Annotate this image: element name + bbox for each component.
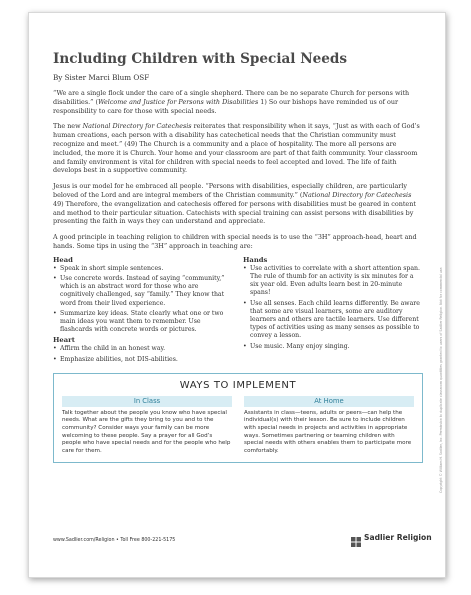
paragraph-text: Jesus is our model for he embraced all people. “Persons with disabilities, especially children, are particularly beloved of the Lord and are integral members of the Christian community.” ( <box>53 182 408 199</box>
paragraph-4 <box>53 233 423 251</box>
hands-heading: Hands <box>243 255 268 264</box>
worksheet-page <box>28 12 446 578</box>
ways-title: WAYS TO IMPLEMENT <box>179 379 297 391</box>
heart-list <box>53 345 233 363</box>
footer-contact: www.Sadlier.com/Religion • Toll Free 800-221-5175 <box>53 538 176 543</box>
at-home-text: Assistants in class—teens, adults or peers—can help the individual(s) with their lesson. Be sure to include children with special needs in projects and activities in appropriate ways. Sometimes partnering or teaming children with special needs with others enables them to participate more comfortably. <box>244 409 412 454</box>
paragraph-text: The new <box>53 122 83 131</box>
citation-title: National Directory for Catechesis <box>302 190 412 199</box>
cross-icon <box>351 532 361 542</box>
citation-title: Welcome and Justice for Persons with Disabilities <box>97 97 259 106</box>
hands-list <box>243 265 423 351</box>
list-item: • Use all senses. Each child learns differently. Be aware that some are visual learners, some are auditory learners and others are tactile learners. Use different types of activities using as many senses as possible to convey a lesson. <box>250 300 423 341</box>
paragraph-3 <box>53 182 423 226</box>
paragraph-text: reiterates that responsibility when it says, “Just as with each of God’s human creations, each person with a disability has catechetical needs that the Christian community must recognize and meet.” (49) The Church is a community and a place of hospitality. The more all persons are included, the more it is Church. Your home and your classroom are part of that faith community. Your classroom and family environment is vital for children with special needs to feel accepted and loved. The life of faith develops best in a supportive community. <box>53 122 420 175</box>
at-home-column <box>244 396 414 456</box>
paragraph-text: 1) So our bishops have reminded us of our responsibility to care for those with special needs. <box>53 97 399 115</box>
list-item: • Use concrete words. Instead of saying “community,” which is an abstract word for those who are cognitively challenged, say “family.” They know that word from their lived experience. <box>60 275 233 308</box>
page-title: Including Children with Special Needs <box>53 51 348 67</box>
list-item: • Emphasize abilities, not DIS-abilities. <box>60 356 233 364</box>
tips-right-column <box>243 256 423 366</box>
heart-heading: Heart <box>53 336 75 345</box>
head-list <box>53 265 233 335</box>
in-class-text: Talk together about the people you know who have special needs. What are the gifts they bring to you and to the community? Consider ways your family can be more welcoming to these people. Say a prayer for all God’s people who have special needs and for the people who help care for them. <box>62 409 231 454</box>
ways-to-implement-box <box>53 373 423 463</box>
logo-text: Sadlier Religion <box>364 532 432 542</box>
copyright-text: Copyright © William H. Sadlier, Inc. Permission to duplicate classroom quantities granted to users of Sadlier Religion. Not for commercial use. <box>439 266 443 493</box>
list-item: • Use activities to correlate with a short attention span. The rule of thumb for an activity is six minutes for a six year old. Even adults learn best in 20-minute spans! <box>250 265 423 298</box>
in-class-column <box>62 396 232 456</box>
paragraph-text: 49) Therefore, the evangelization and catechesis offered for persons with disabilities must be geared in content and method to their particular situation. Catechists with special training can assist persons with disabilities by presenting the faith in ways they can understand and appreciate. <box>53 199 416 226</box>
paragraph-text: “We are a single flock under the care of a single shepherd. There can be no separate Church for persons with disabilities.” ( <box>53 89 410 106</box>
list-item: • Affirm the child in an honest way. <box>60 345 233 353</box>
paragraph-text: A good principle in teaching religion to children with special needs is to use the “3H” approach-head, heart and hands. Some tips in using the “3H” approach in teaching are: <box>53 233 417 250</box>
paragraph-2 <box>53 122 423 175</box>
copyright-notice <box>433 193 443 493</box>
byline: By Sister Marci Blum OSF <box>53 73 150 82</box>
at-home-heading: At Home <box>244 396 414 407</box>
citation-title: National Directory for Catechesis <box>82 122 192 131</box>
list-item: • Speak in short simple sentences. <box>60 265 233 273</box>
ways-columns <box>54 396 422 456</box>
in-class-heading: In Class <box>62 396 232 407</box>
list-item: • Use music. Many enjoy singing. <box>250 343 423 351</box>
head-heading: Head <box>53 255 73 264</box>
paragraph-1 <box>53 89 423 115</box>
worksheet-content <box>53 51 423 463</box>
tips-columns <box>53 256 423 366</box>
tips-left-column <box>53 256 233 366</box>
list-item: • Summarize key ideas. State clearly what one or two main ideas you want them to remember. Use flashcards with concrete words or pictures. <box>60 310 233 335</box>
sadlier-logo <box>351 532 432 542</box>
